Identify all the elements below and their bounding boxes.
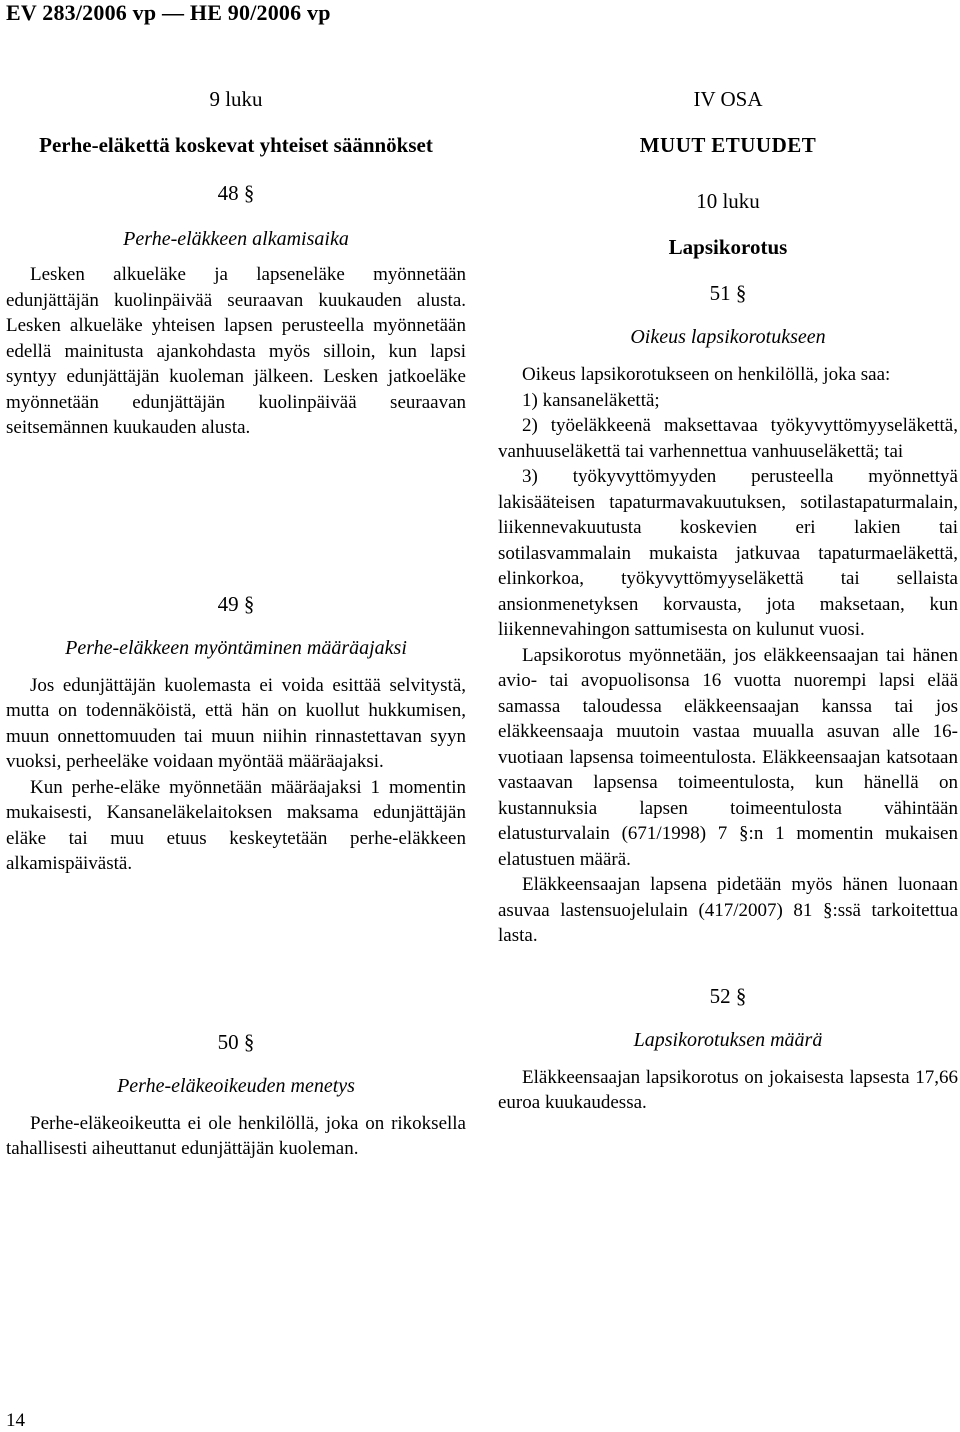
section-48-paragraph: Lesken alkueläke ja lapseneläke myönnetään edunjättäjän kuolinpäivää seuraavan kuukauden alusta. Lesken alkueläke yhteisen lapsen perusteella myönnetään edellä mainitusta ajankohdasta myös silloin, kun lapsi syntyy edunjättäjän kuoleman jälkeen. Lesken jatkoeläke myönnetään edunjättäjän kuolinpäivää seuraavan seitsemännen kuukauden alusta.: [6, 264, 466, 438]
section-50-title: Perhe-eläkeoikeuden menetys: [117, 1074, 355, 1097]
section-49-paragraph-2: Kun perhe-eläke myönnetään määräajaksi 1 momentin mukaisesti, Kansaneläkelaitoksen maksama edunjättäjän eläke tai muu etuus keskeytetään perhe-eläkkeen alkamispäivästä.: [6, 776, 466, 874]
section-52-paragraph: Eläkkeensaajan lapsikorotus on jokaisesta lapsesta 17,66 euroa kuukaudessa.: [498, 1066, 958, 1113]
part-heading: IV OSA: [693, 87, 763, 111]
section-51-paragraph-3: Eläkkeensaajan lapsena pidetään myös hänen luonaan asuvaa lastensuojelulain (417/2007) 81 §:ssä tarkoitettua lasta.: [498, 874, 958, 946]
chapter-10-title: Lapsikorotus: [668, 235, 788, 259]
chapter-10-heading: 10 luku: [696, 189, 760, 213]
section-48-number: 48 §: [217, 181, 255, 205]
chapter-heading: 9 luku: [209, 87, 263, 111]
section-52-number: 52 §: [709, 983, 747, 1008]
section-49-paragraph-1: Jos edunjättäjän kuolemasta ei voida esittää selvitystä, mutta on todennäköistä, että hän on kuollut hukkumisen, muun onnettomuuden tai muun niihin rinnastettavan syyn vuoksi, perheeläke voidaan myöntää määräajaksi.: [6, 674, 466, 772]
section-51-title: Oikeus lapsikorotukseen: [630, 326, 826, 348]
document-header: EV 283/2006 vp — HE 90/2006 vp: [6, 0, 331, 25]
section-51-paragraph-2: Lapsikorotus myönnetään, jos eläkkeensaajan tai hänen avio- tai avopuolisonsa 16 vuotta nuorempi lapsi elää samassa taloudessa eläkkeensaajan kanssa tai jos eläkkeensaaja muutoin vastaa muualla asuvan alle 16-vuotiaan lapsensa toimeentulosta. Eläkkeensaajan katsotaan vastaavan lapsensa toimeentulosta, kun hänellä on kustannuksia lapsen toimeentulosta vähintään elatusturvalain (671/1998) 7 §:n 1 momentin mukaisen elatustuen määrä.: [498, 644, 958, 870]
section-51-item-3: 3) työkyvyttömyyden perusteella myönnettyä lakisääteisen tapaturmavakuutuksen, sotilastapaturmalain, liikennevakuutusta koskevien eri lakien tai sotilasvammalain mukaista jatkuvaa tapaturmaeläkettä, elinkorkoa, työkyvyttömyyseläkettä tai sellaista ansionmenetyksen korvausta, jota maksetaan, kun liikennevahingon sattumisesta on kulunut vuosi.: [498, 466, 958, 640]
section-51-item-2: 2) työeläkkeenä maksettavaa työkyvyttömyyseläkettä, vanhuuseläkettä tai varhennettua vanhuuseläkettä; tai: [498, 415, 958, 462]
section-50-paragraph: Perhe-eläkeoikeutta ei ole henkilöllä, joka on rikoksella tahallisesti aiheuttanut edunjättäjän kuoleman.: [6, 1112, 466, 1159]
page-number: 14: [6, 1410, 25, 1431]
part-title: MUUT ETUUDET: [639, 133, 817, 157]
section-52-title: Lapsikorotuksen määrä: [633, 1028, 823, 1051]
section-51-intro: Oikeus lapsikorotukseen on henkilöllä, joka saa:: [522, 364, 891, 385]
section-49-title: Perhe-eläkkeen myöntäminen määräajaksi: [65, 636, 407, 659]
section-49-number: 49 §: [217, 591, 255, 616]
right-column: [498, 86, 958, 1116]
chapter-title: Perhe-eläkettä koskevat yhteiset säännökset: [39, 133, 433, 157]
section-51-number: 51 §: [709, 281, 747, 305]
section-50-number: 50 §: [217, 1029, 255, 1054]
section-51-item-1: 1) kansaneläkettä;: [522, 389, 660, 411]
section-48-title: Perhe-eläkkeen alkamisaika: [123, 228, 349, 250]
left-column: [6, 86, 466, 1162]
